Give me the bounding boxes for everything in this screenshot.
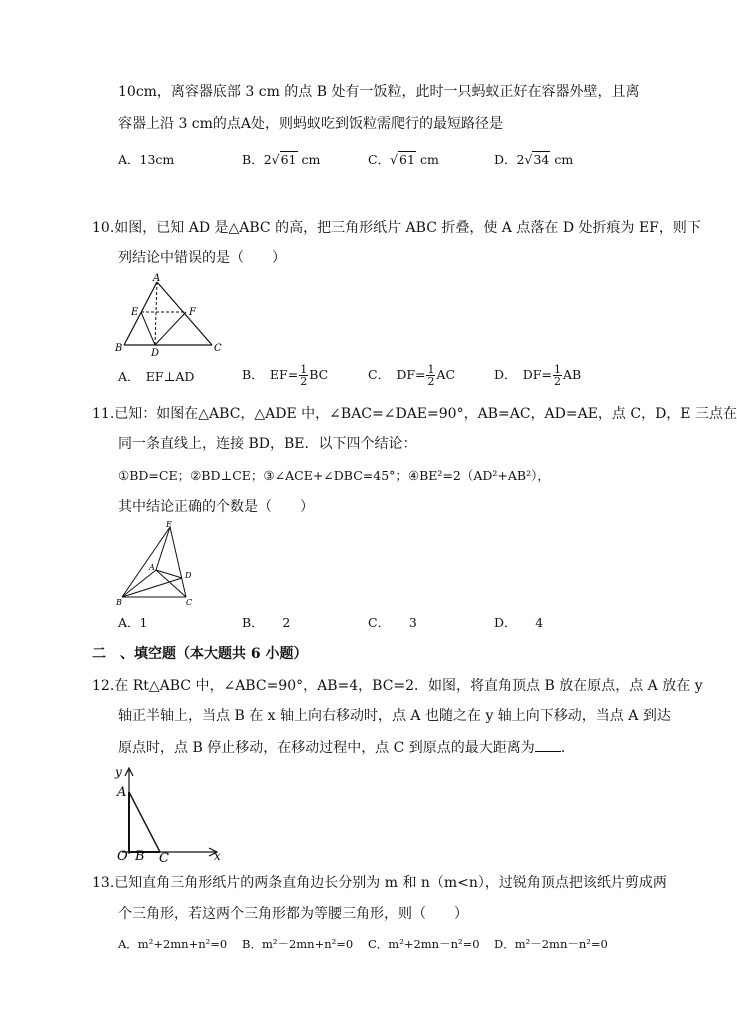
q9-option-d: D．2√34 cm [494,152,574,167]
q12-label-y: y [115,765,122,779]
q10-label-f: F [189,307,196,318]
q12-line-3: 原点时，点 B 停止移动，在移动过程中，点 C 到原点的最大距离为 . [118,737,565,758]
q11-label-b: B [116,598,122,606]
q13-option-c: C．m²+2mn－n²=0 [368,937,480,951]
q10-option-a: A． EF⊥AD [118,369,195,384]
q11-triangle-figure [112,520,206,606]
q11-label-e: E [166,520,172,529]
q11-option-a: A．1 [118,615,148,630]
q10-option-b: B． EF= $\frac{1}{2}$ BC [242,363,329,388]
q9-option-b: B．2√61 cm [242,152,321,167]
q10-line-2: 列结论中错误的是（ ） [118,250,286,266]
section-heading-fill-in: 二 、填空题（本大题共 6 小题） [92,646,308,662]
q13-line-1: 13.已知直角三角形纸片的两条直角边长分别为 m 和 n（m<n），过锐角顶点把该纸片剪成两 [92,875,667,891]
q10-option-c: C． DF= $\frac{1}{2}$ AC [368,363,456,388]
q11-option-c: C． 3 [368,615,417,630]
q12-line-2: 轴正半轴上，当点 B 在 x 轴上向右移动时，点 A 也随之在 y 轴上向下移动，当点 A 到达 [118,708,671,724]
q11-line-3: ①BD=CE；②BD⊥CE；③∠ACE+∠DBC=45°；④BE²=2（AD²+AB²）， [118,468,550,483]
q13-line-2: 个三角形，若这两个三角形都为等腰三角形，则（ ） [118,906,468,922]
q11-label-c: C [186,598,193,606]
q13-option-a: A．m²+2mn+n²=0 [118,937,228,951]
q9-option-a: A．13cm [118,152,175,167]
q10-label-b: B [115,343,123,354]
q11-line-4: 其中结论正确的个数是（ ） [118,499,314,515]
q9-line-1: 10cm，离容器底部 3 cm 的点 B 处有一饭粒，此时一只蚂蚁正好在容器外壁，且离 [118,84,640,100]
q11-option-d: D． 4 [494,615,544,630]
q13-option-d: D．m²－2mn－n²=0 [494,937,608,951]
q10-label-c: C [214,343,222,354]
q9-line-2: 容器上沿 3 cm的点A处，则蚂蚁吃到饭粒需爬行的最短路径是 [118,116,504,132]
q12-label-o: O [117,849,128,864]
q10-label-d: D [151,348,160,358]
q11-option-b: B． 2 [242,615,291,630]
q9-option-c: C．√61 cm [368,152,439,167]
q10-line-1: 10.如图，已知 AD 是△ABC 的高，把三角形纸片 ABC 折叠，使 A 点落在 D 处折痕为 EF，则下 [92,220,701,236]
q12-label-c: C [159,851,169,866]
q10-label-e: E [131,307,139,318]
q12-line-1: 12.在 Rt△ABC 中，∠ABC=90°，AB=4，BC=2．如图，将直角顶点 B 放在原点，点 A 放在 y [92,678,703,694]
q10-label-a: A [153,273,161,284]
q10-option-d: D． DF= $\frac{1}{2}$ AB [494,363,582,388]
q11-line-2: 同一条直线上，连接 BD，BE．以下四个结论： [118,436,417,452]
q12-label-x: x [214,849,221,863]
q11-label-d: D [185,571,192,580]
q13-option-b: B．m²－2mn+n²=0 [242,937,354,951]
q10-triangle-figure [112,272,232,358]
q11-line-1: 11.已知：如图在△ABC，△ADE 中，∠BAC=∠DAE=90°，AB=AC，AD=AE，点 C，D，E 三点在 [92,406,737,422]
q12-coordinate-figure [112,762,228,866]
q12-answer-blank [535,737,561,752]
q11-label-a: A [149,563,155,572]
q12-label-b: B [135,849,145,864]
q12-label-a: A [117,785,127,800]
